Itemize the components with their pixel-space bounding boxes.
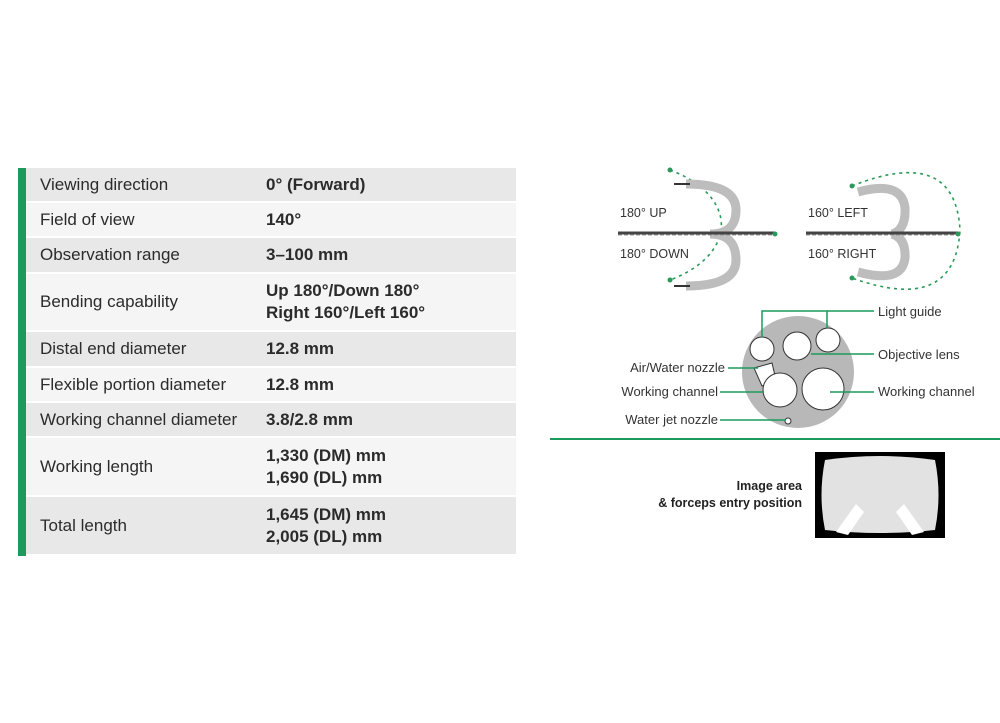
spec-value-line: 1,645 (DM) mm [266, 504, 386, 524]
spec-label: Distal end diameter [40, 339, 187, 358]
label-objective-lens: Objective lens [878, 347, 960, 362]
spec-value [266, 445, 386, 489]
arc-end-dot [850, 276, 855, 281]
spec-value [266, 174, 365, 196]
bending-up-down-diagram [618, 168, 778, 287]
label-180-down: 180° DOWN [620, 247, 689, 261]
spec-value-line: 2,005 (DL) mm [266, 526, 383, 546]
label-working-channel-left: Working channel [621, 384, 718, 399]
spec-value [266, 504, 386, 548]
label-160-left: 160° LEFT [808, 206, 868, 220]
label-air-water-nozzle: Air/Water nozzle [630, 360, 725, 375]
bending-left-right-diagram [806, 173, 961, 290]
spec-row-observation-range [26, 238, 516, 274]
spec-value-line: 1,330 (DM) mm [266, 445, 386, 465]
image-area-field [822, 456, 939, 533]
spec-row-working-channel-diameter [26, 403, 516, 438]
arc-end-dot [668, 278, 673, 283]
spec-value-line: 1,690 (DL) mm [266, 467, 383, 487]
working-channel-large [802, 368, 844, 410]
image-area-label-line2: & forceps entry position [658, 496, 802, 510]
label-160-right: 160° RIGHT [808, 247, 877, 261]
spec-value [266, 280, 425, 324]
label-water-jet-nozzle: Water jet nozzle [625, 412, 718, 427]
spec-row-viewing-direction [26, 168, 516, 203]
distal-end-face-diagram [621, 304, 974, 428]
spec-label: Working length [40, 456, 154, 476]
arc-end-dot [668, 168, 673, 173]
spec-value-line: Up 180°/Down 180° [266, 281, 420, 300]
shaft-tip-dot [956, 232, 961, 237]
spec-value [266, 374, 334, 396]
spec-table [18, 168, 516, 556]
image-area-label [612, 478, 802, 512]
image-area-diagram [815, 452, 945, 538]
label-working-channel-right: Working channel [878, 384, 975, 399]
spec-value-line: 12.8 mm [266, 374, 335, 394]
spec-row-distal-end-diameter [26, 332, 516, 368]
image-area-label-line1: Image area [736, 479, 802, 493]
spec-value [266, 338, 334, 360]
spec-row-working-length [26, 438, 516, 497]
light-guide-right [816, 328, 840, 352]
spec-label: Flexible portion diameter [40, 374, 227, 394]
spec-row-bending-capability [26, 274, 516, 332]
spec-row-total-length [26, 497, 516, 556]
spec-label: Observation range [40, 245, 180, 264]
label-180-up: 180° UP [620, 206, 667, 220]
spec-value-line: 0° (Forward) [266, 174, 366, 194]
bent-tube-up [686, 184, 736, 234]
spec-row-field-of-view [26, 203, 516, 238]
spec-value-line: 140° [266, 209, 302, 229]
arc-end-dot [850, 184, 855, 189]
light-guide-left [750, 337, 774, 361]
spec-label: Working channel diameter [40, 409, 238, 429]
spec-value [266, 209, 301, 231]
spec-row-flexible-portion-diameter [26, 368, 516, 403]
spec-value-line: 3–100 mm [266, 245, 349, 264]
objective-lens [783, 332, 811, 360]
label-light-guide: Light guide [878, 304, 942, 319]
bent-tube-down [686, 234, 736, 286]
working-channel-small [763, 373, 797, 407]
spec-label: Total length [40, 515, 127, 535]
spec-value-line: Right 160°/Left 160° [266, 303, 426, 322]
spec-value [266, 244, 348, 266]
spec-label: Viewing direction [40, 174, 169, 194]
spec-label: Field of view [40, 209, 135, 229]
spec-value-line: 12.8 mm [266, 339, 335, 358]
spec-label: Bending capability [40, 292, 178, 311]
shaft-tip-dot [773, 232, 778, 237]
spec-value-line: 3.8/2.8 mm [266, 409, 353, 429]
water-jet-nozzle [785, 418, 791, 424]
spec-value [266, 409, 353, 431]
